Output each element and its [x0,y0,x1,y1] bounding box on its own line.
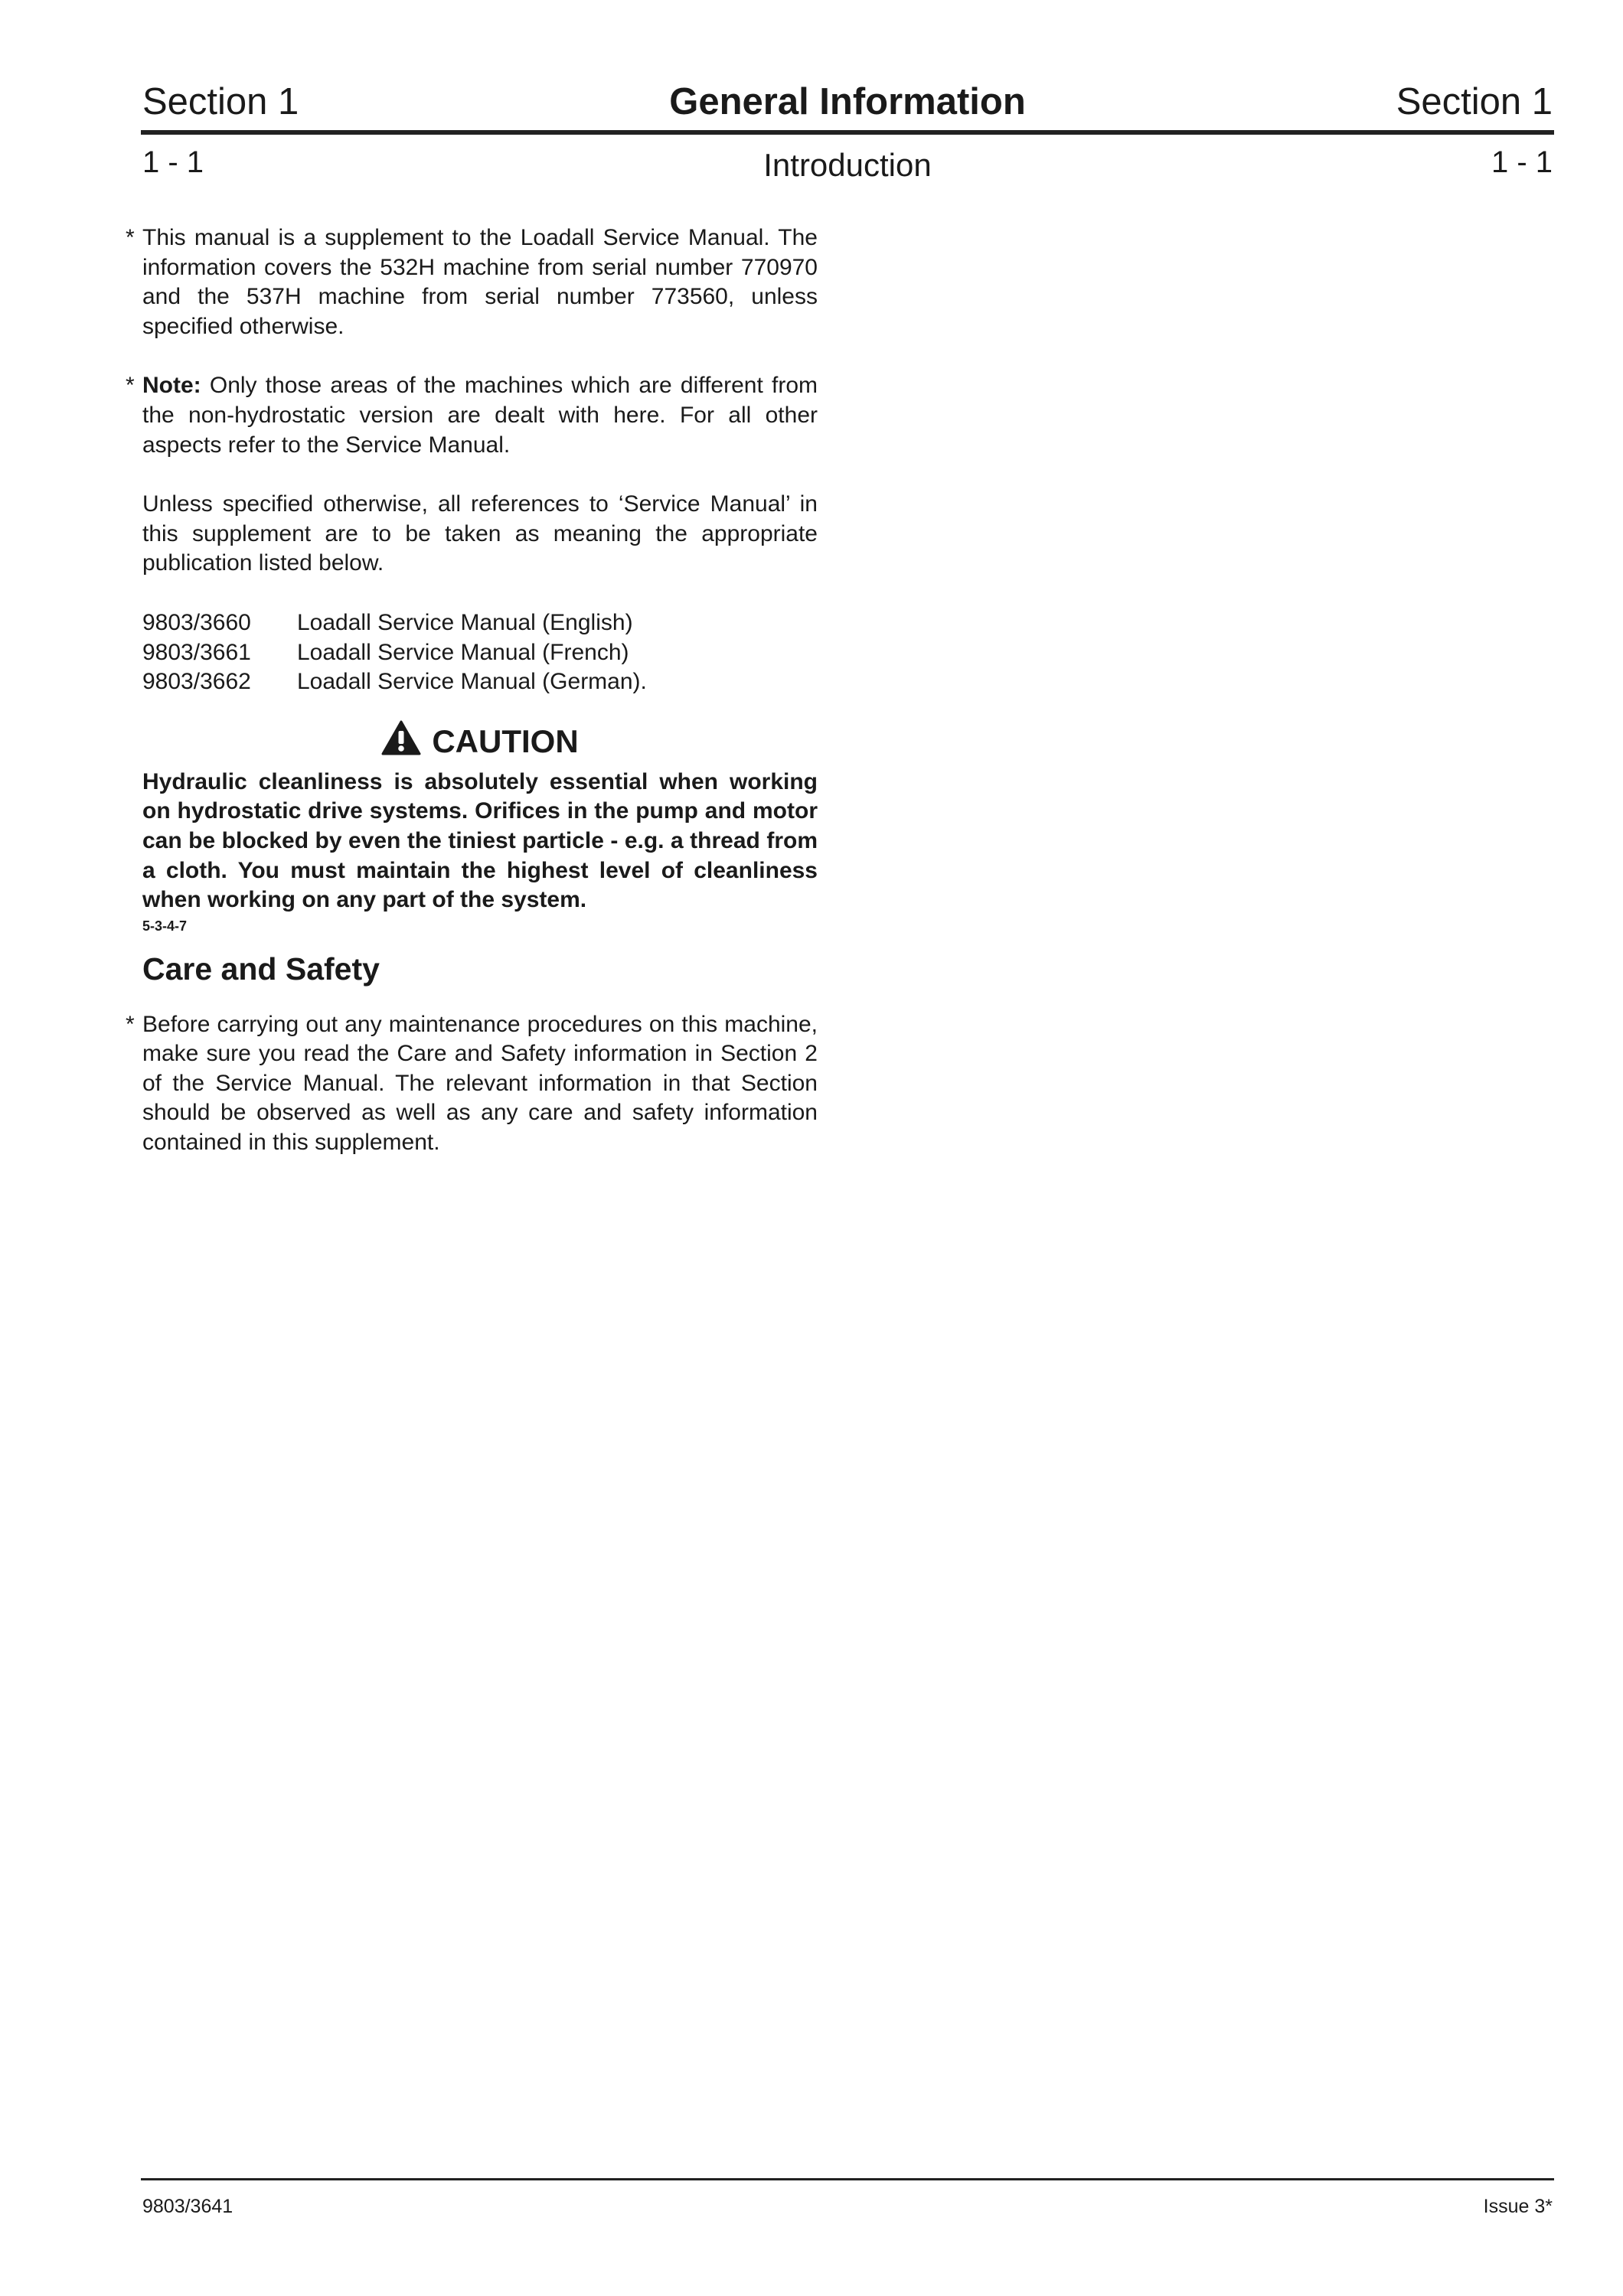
issue-label: Issue 3* [1483,2196,1553,2217]
page-number-right: 1 - 1 [1491,145,1553,179]
caution-title: CAUTION [432,722,579,759]
publication-list [142,608,818,697]
intro-paragraph [126,223,818,341]
page-subheader [142,141,1553,187]
intro-paragraph-text: This manual is a supplement to the Loadall Service Manual. The information covers the 532H machine from serial number 770970 and the 537H machine from serial number 773560, unless specified otherwise. [142,225,818,339]
page-header [142,75,1553,129]
page-number-left: 1 - 1 [142,145,204,179]
publication-row [142,608,818,638]
note-label: Note: [142,373,201,399]
publication-code: 9803/3662 [142,669,251,695]
publication-row [142,667,818,697]
care-safety-paragraph-text: Before carrying out any maintenance procedures on this machine, make sure you read the Care and Safety information in Section 2 of the Service Manual. The relevant information in that Section should be observed as well as any care and safety information contained in this supplement. [142,1011,818,1156]
change-marker: * [126,225,135,250]
care-safety-paragraph [126,1010,818,1158]
publication-title: Loadall Service Manual (German). [297,669,647,695]
reference-paragraph: Unless specified otherwise, all references to ‘Service Manual’ in this supplement are to be taken as meaning the appropriate publication listed below. [142,491,818,576]
footer-divider [141,2178,1554,2180]
change-marker: * [126,1011,135,1037]
care-safety-heading: Care and Safety [142,951,380,987]
caution-text: Hydraulic cleanliness is absolutely essential when working on hydrostatic drive systems. Orifices in the pump and motor can be blocked by even the tiniest particle - e.g. a thread from a cloth. You must maintain the highest level of cleanliness when working on any part of the system. [142,768,818,913]
content-column [126,223,818,1188]
document-number: 9803/3641 [142,2196,233,2217]
header-divider [141,130,1554,135]
page-subtitle: Introduction [763,147,932,183]
publication-row [142,638,818,668]
section-label-right: Section 1 [1396,81,1553,122]
note-paragraph-text: Only those areas of the machines which are different from the non-hydrostatic version are dealt with here. For all other aspects refer to the Service Manual. [142,373,818,458]
section-label-left: Section 1 [142,81,299,122]
change-marker: * [126,373,135,399]
note-paragraph [126,371,818,460]
publication-code: 9803/3661 [142,639,251,665]
publication-code: 9803/3660 [142,609,251,635]
publication-title: Loadall Service Manual (English) [297,609,633,635]
document-title: General Information [669,81,1026,122]
caution-reference-code: 5-3-4-7 [142,918,188,934]
publication-title: Loadall Service Manual (French) [297,639,629,665]
caution-heading [142,720,818,766]
warning-triangle-icon [381,720,421,766]
